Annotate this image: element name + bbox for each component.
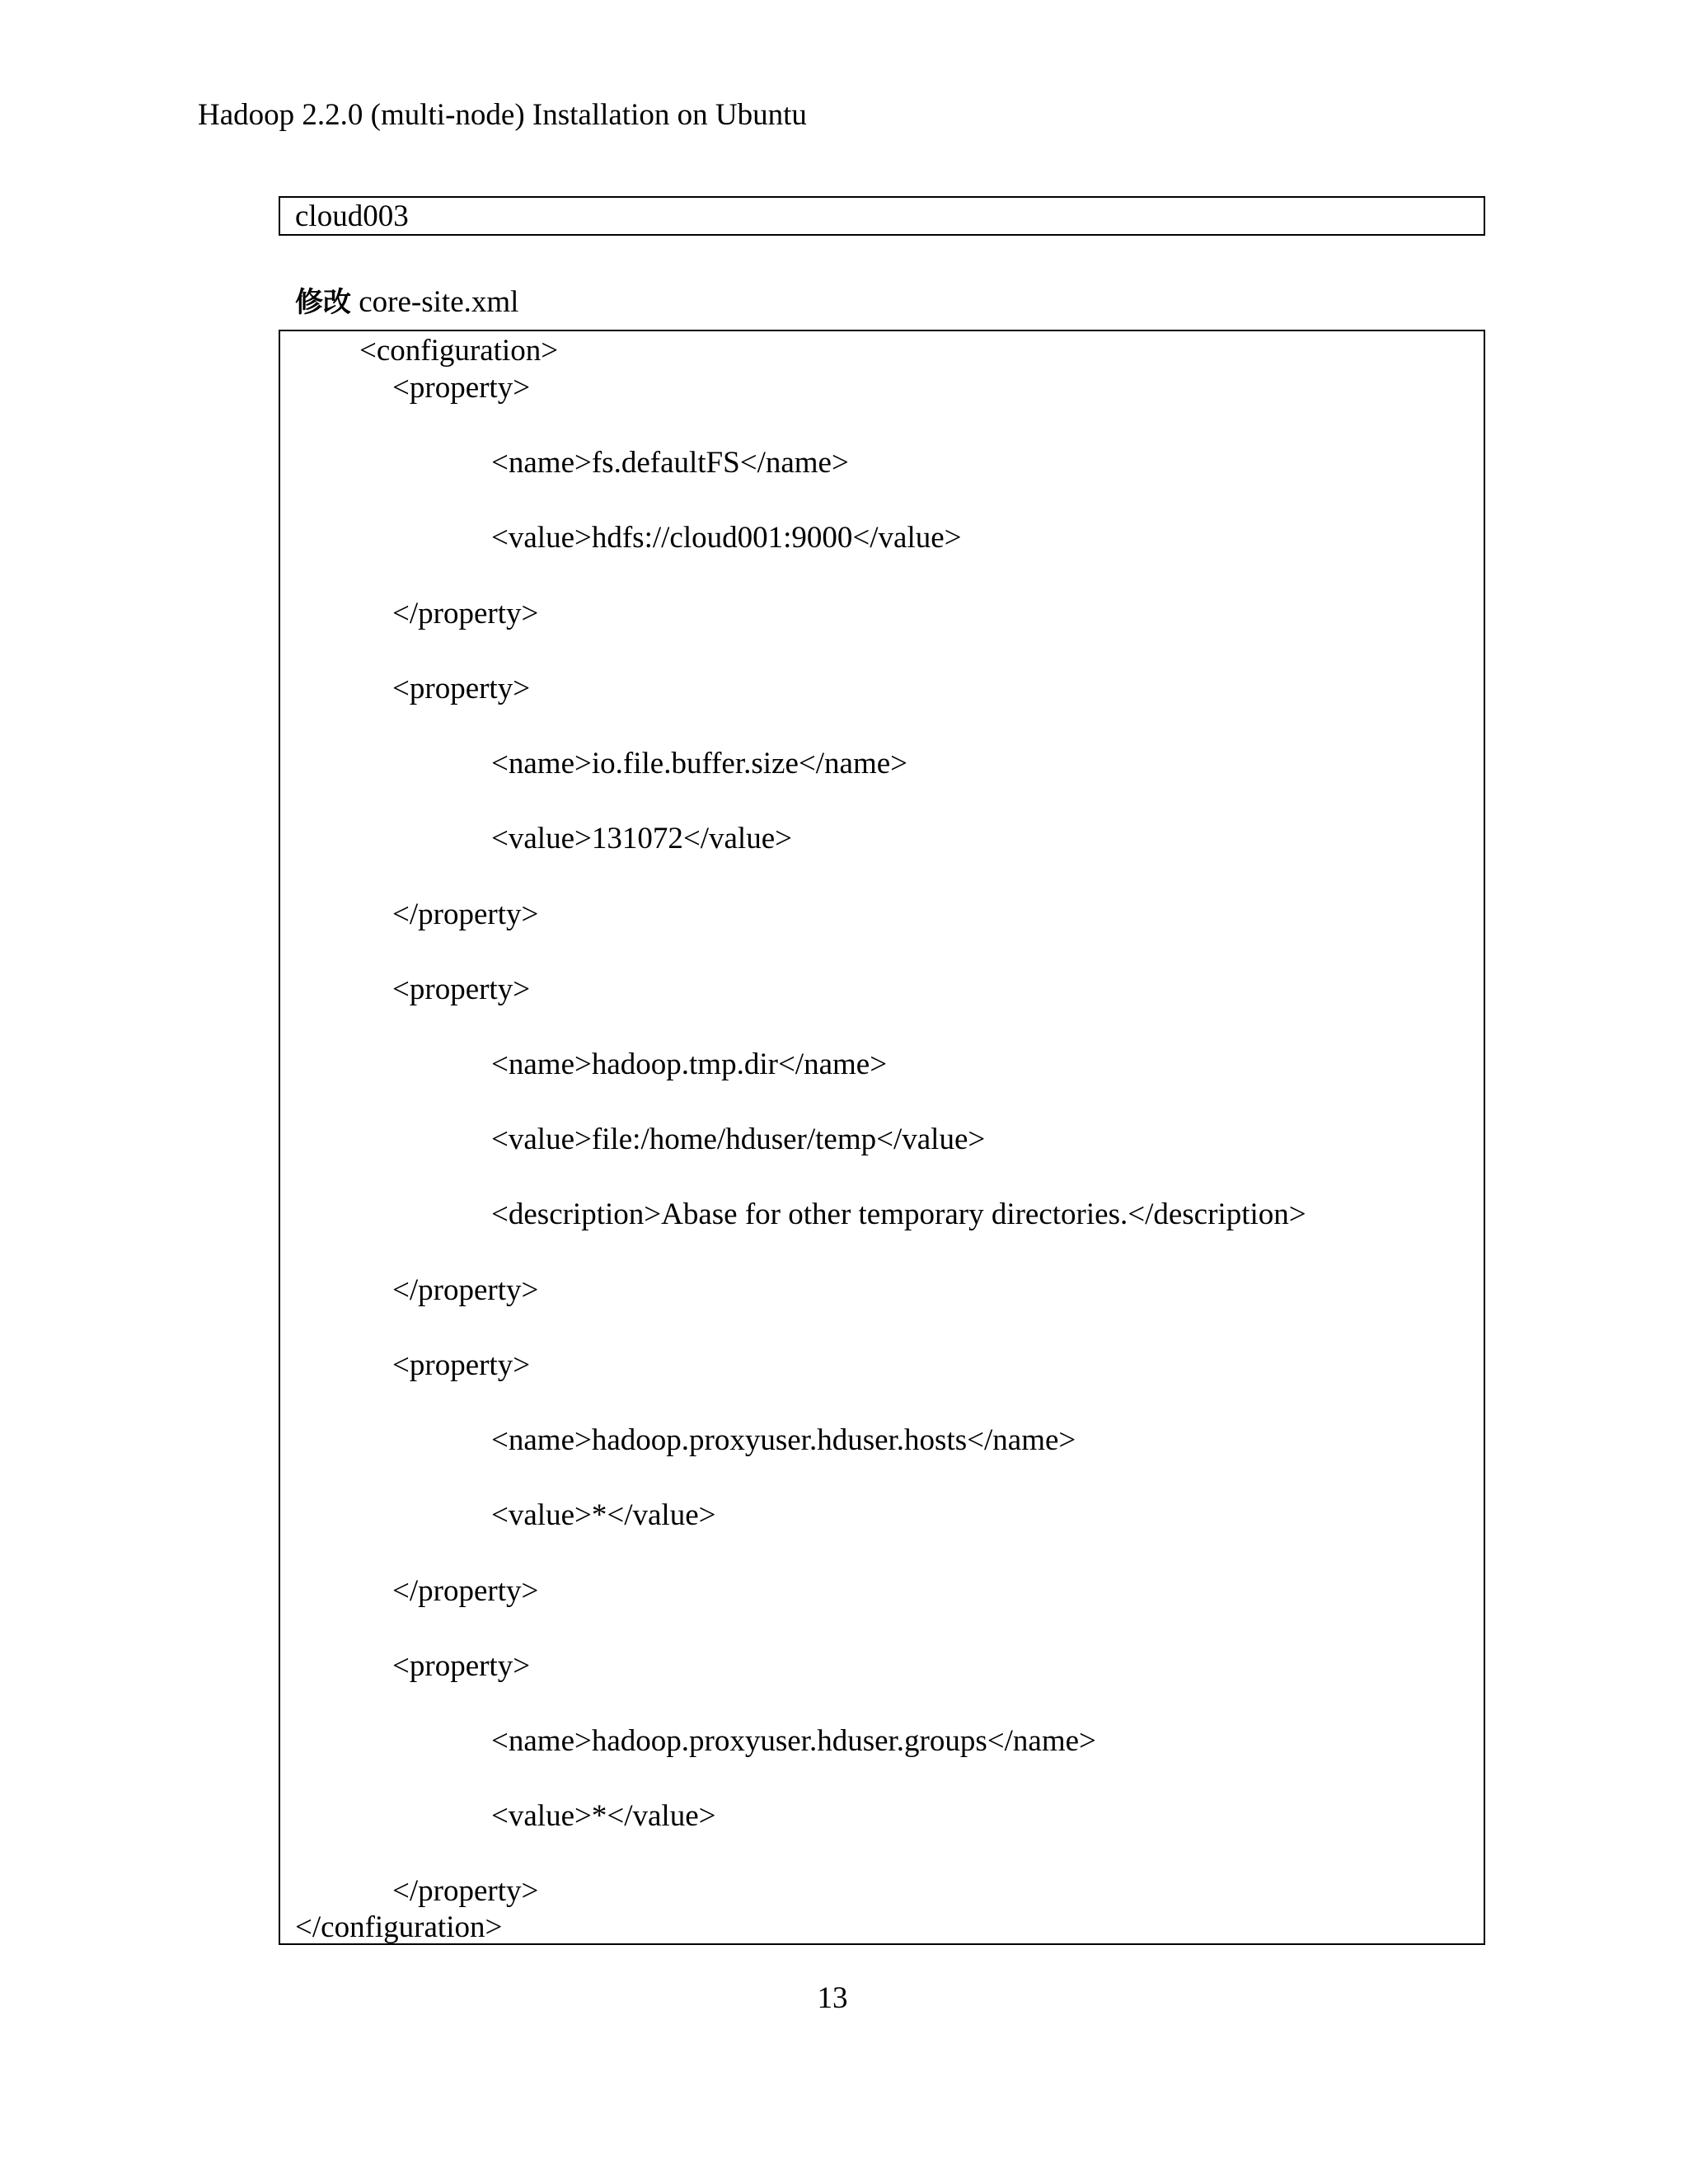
code-line: <property> xyxy=(392,1348,531,1382)
code-line: <value>hdfs://cloud001:9000</value> xyxy=(491,521,962,555)
code-line: </property> xyxy=(392,898,539,931)
code-line: </configuration> xyxy=(295,1910,503,1944)
code-line: <name>fs.defaultFS</name> xyxy=(491,446,849,480)
code-line: <name>hadoop.proxyuser.hduser.groups</name> xyxy=(491,1724,1096,1758)
code-line: <value>131072</value> xyxy=(491,822,792,855)
page-number: 13 xyxy=(817,1981,848,2015)
host-box xyxy=(279,196,1485,236)
code-line: <property> xyxy=(392,1649,531,1683)
page-header: Hadoop 2.2.0 (multi-node) Installation on Ubuntu xyxy=(198,98,807,132)
code-line: </property> xyxy=(392,1874,539,1908)
code-line: <value>file:/home/hduser/temp</value> xyxy=(491,1122,986,1156)
section-label xyxy=(295,284,518,321)
code-line: </property> xyxy=(392,1574,539,1608)
code-line: <configuration> xyxy=(359,334,559,368)
code-line: <value>*</value> xyxy=(491,1498,716,1532)
section-label-cjk: 修改 xyxy=(295,286,351,319)
code-line: <name>hadoop.tmp.dir</name> xyxy=(491,1047,888,1081)
code-line: <name>hadoop.proxyuser.hduser.hosts</name> xyxy=(491,1423,1076,1457)
code-line: <description>Abase for other temporary directories.</description> xyxy=(491,1197,1306,1231)
code-line: <property> xyxy=(392,371,531,405)
host-name: cloud003 xyxy=(295,199,409,233)
code-line: </property> xyxy=(392,1273,539,1307)
code-box xyxy=(279,330,1485,1945)
code-line: <value>*</value> xyxy=(491,1799,716,1833)
code-line: </property> xyxy=(392,597,539,630)
code-line: <property> xyxy=(392,972,531,1006)
code-line: <property> xyxy=(392,672,531,705)
code-line: <name>io.file.buffer.size</name> xyxy=(491,747,908,780)
section-label-file: core-site.xml xyxy=(359,285,519,319)
